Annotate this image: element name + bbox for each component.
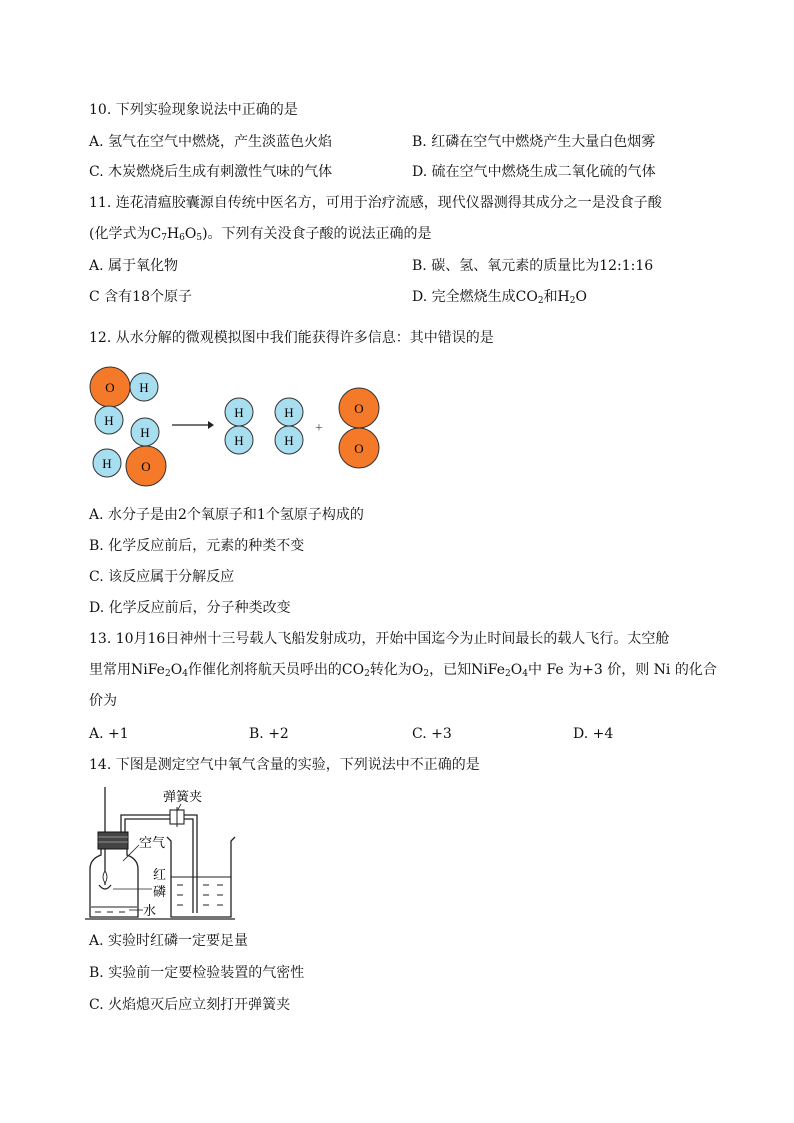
- flame-icon: [103, 871, 107, 883]
- svg-text:H: H: [102, 456, 112, 471]
- q13-option-a[interactable]: A. +1: [89, 726, 129, 742]
- svg-text:O: O: [354, 401, 364, 416]
- svg-text:H: H: [139, 380, 149, 395]
- q12-option-d[interactable]: D. 化学反应前后，分子种类改变: [89, 600, 291, 616]
- q14-option-c[interactable]: C. 火焰熄灭后应立刻打开弹簧夹: [89, 997, 291, 1013]
- svg-text:H: H: [104, 413, 114, 428]
- q11-stem-line1: 11. 连花清瘟胶囊源自传统中医名方，可用于治疗流感，现代仪器测得其成分之一是没食子酸: [89, 195, 662, 211]
- svg-text:空气: 空气: [139, 835, 166, 850]
- reactant-water-molecules: [90, 367, 166, 486]
- q10-option-d[interactable]: D. 硫在空气中燃烧生成二氧化硫的气体: [412, 164, 656, 180]
- combustion-spoon: [99, 885, 111, 889]
- oxygen-content-apparatus: [85, 785, 245, 925]
- plus-sign: +: [315, 421, 323, 436]
- svg-text:H: H: [234, 433, 244, 448]
- svg-text:O: O: [354, 441, 364, 456]
- q13-option-b[interactable]: B. +2: [249, 726, 289, 742]
- q13-option-c[interactable]: C. +3: [412, 726, 452, 742]
- water-decomposition-diagram: [80, 360, 400, 490]
- q10-option-b[interactable]: B. 红磷在空气中燃烧产生大量白色烟雾: [412, 134, 656, 150]
- q10-stem: 10. 下列实验现象说法中正确的是: [89, 102, 298, 118]
- q11-option-b[interactable]: B. 碳、氢、氧元素的质量比为12:1:16: [412, 258, 654, 274]
- q14-stem: 14. 下图是测定空气中氧气含量的实验，下列说法中不正确的是: [89, 757, 480, 773]
- q12-option-c[interactable]: C. 该反应属于分解反应: [89, 569, 235, 585]
- q12-option-a[interactable]: A. 水分子是由2个氧原子和1个氢原子构成的: [89, 507, 364, 523]
- q11-stem-line2: (化学式为$C_7H_6O_5$)。下列有关没食子酸的说法正确的是: [89, 226, 432, 243]
- svg-text:水: 水: [143, 903, 157, 918]
- svg-text:O: O: [105, 380, 115, 395]
- q11-option-d[interactable]: D. 完全燃烧生成$CO_2$和$H_2O$: [412, 289, 587, 306]
- rubber-stopper: [98, 832, 128, 849]
- reaction-arrow: [172, 421, 214, 429]
- q13-option-d[interactable]: D. +4: [573, 726, 614, 742]
- gallic-acid-formula: $C_7H_6O_5$: [150, 226, 203, 243]
- q13-stem-line2: 里常用$NiFe_2O_4$作催化剂将航天员呼出的$CO_2$转化为$O_2$，已知$NiFe_2O_4$中 Fe 为+3 价，则 Ni 的化合: [89, 662, 717, 679]
- product-hydrogen-molecules: [225, 398, 303, 454]
- svg-text:红: 红: [153, 867, 167, 882]
- q12-stem: 12. 从水分解的微观模拟图中我们能获得许多信息：其中错误的是: [89, 330, 494, 346]
- product-oxygen-molecule: [339, 388, 379, 468]
- svg-text:弹簧夹: 弹簧夹: [163, 789, 203, 804]
- q14-option-a[interactable]: A. 实验时红磷一定要足量: [89, 933, 249, 949]
- svg-text:H: H: [234, 405, 244, 420]
- q13-stem-line1: 13. 10月16日神州十三号载人飞船发射成功，开始中国迄今为止时间最长的载人飞行。太空舱: [89, 631, 670, 647]
- q13-stem-line3: 价为: [89, 693, 117, 709]
- svg-text:H: H: [140, 425, 150, 440]
- svg-text:H: H: [284, 433, 294, 448]
- svg-text:O: O: [141, 459, 151, 474]
- q10-option-c[interactable]: C. 木炭燃烧后生成有刺激性气味的气体: [89, 164, 333, 180]
- q11-option-a[interactable]: A. 属于氧化物: [89, 258, 179, 274]
- svg-text:磷: 磷: [153, 884, 167, 899]
- q11-option-c[interactable]: C 含有18个原子: [89, 289, 192, 305]
- q12-option-b[interactable]: B. 化学反应前后，元素的种类不变: [89, 538, 305, 554]
- q10-option-a[interactable]: A. 氢气在空气中燃烧，产生淡蓝色火焰: [89, 134, 333, 150]
- svg-text:H: H: [284, 405, 294, 420]
- q14-option-b[interactable]: B. 实验前一定要检验装置的气密性: [89, 965, 305, 981]
